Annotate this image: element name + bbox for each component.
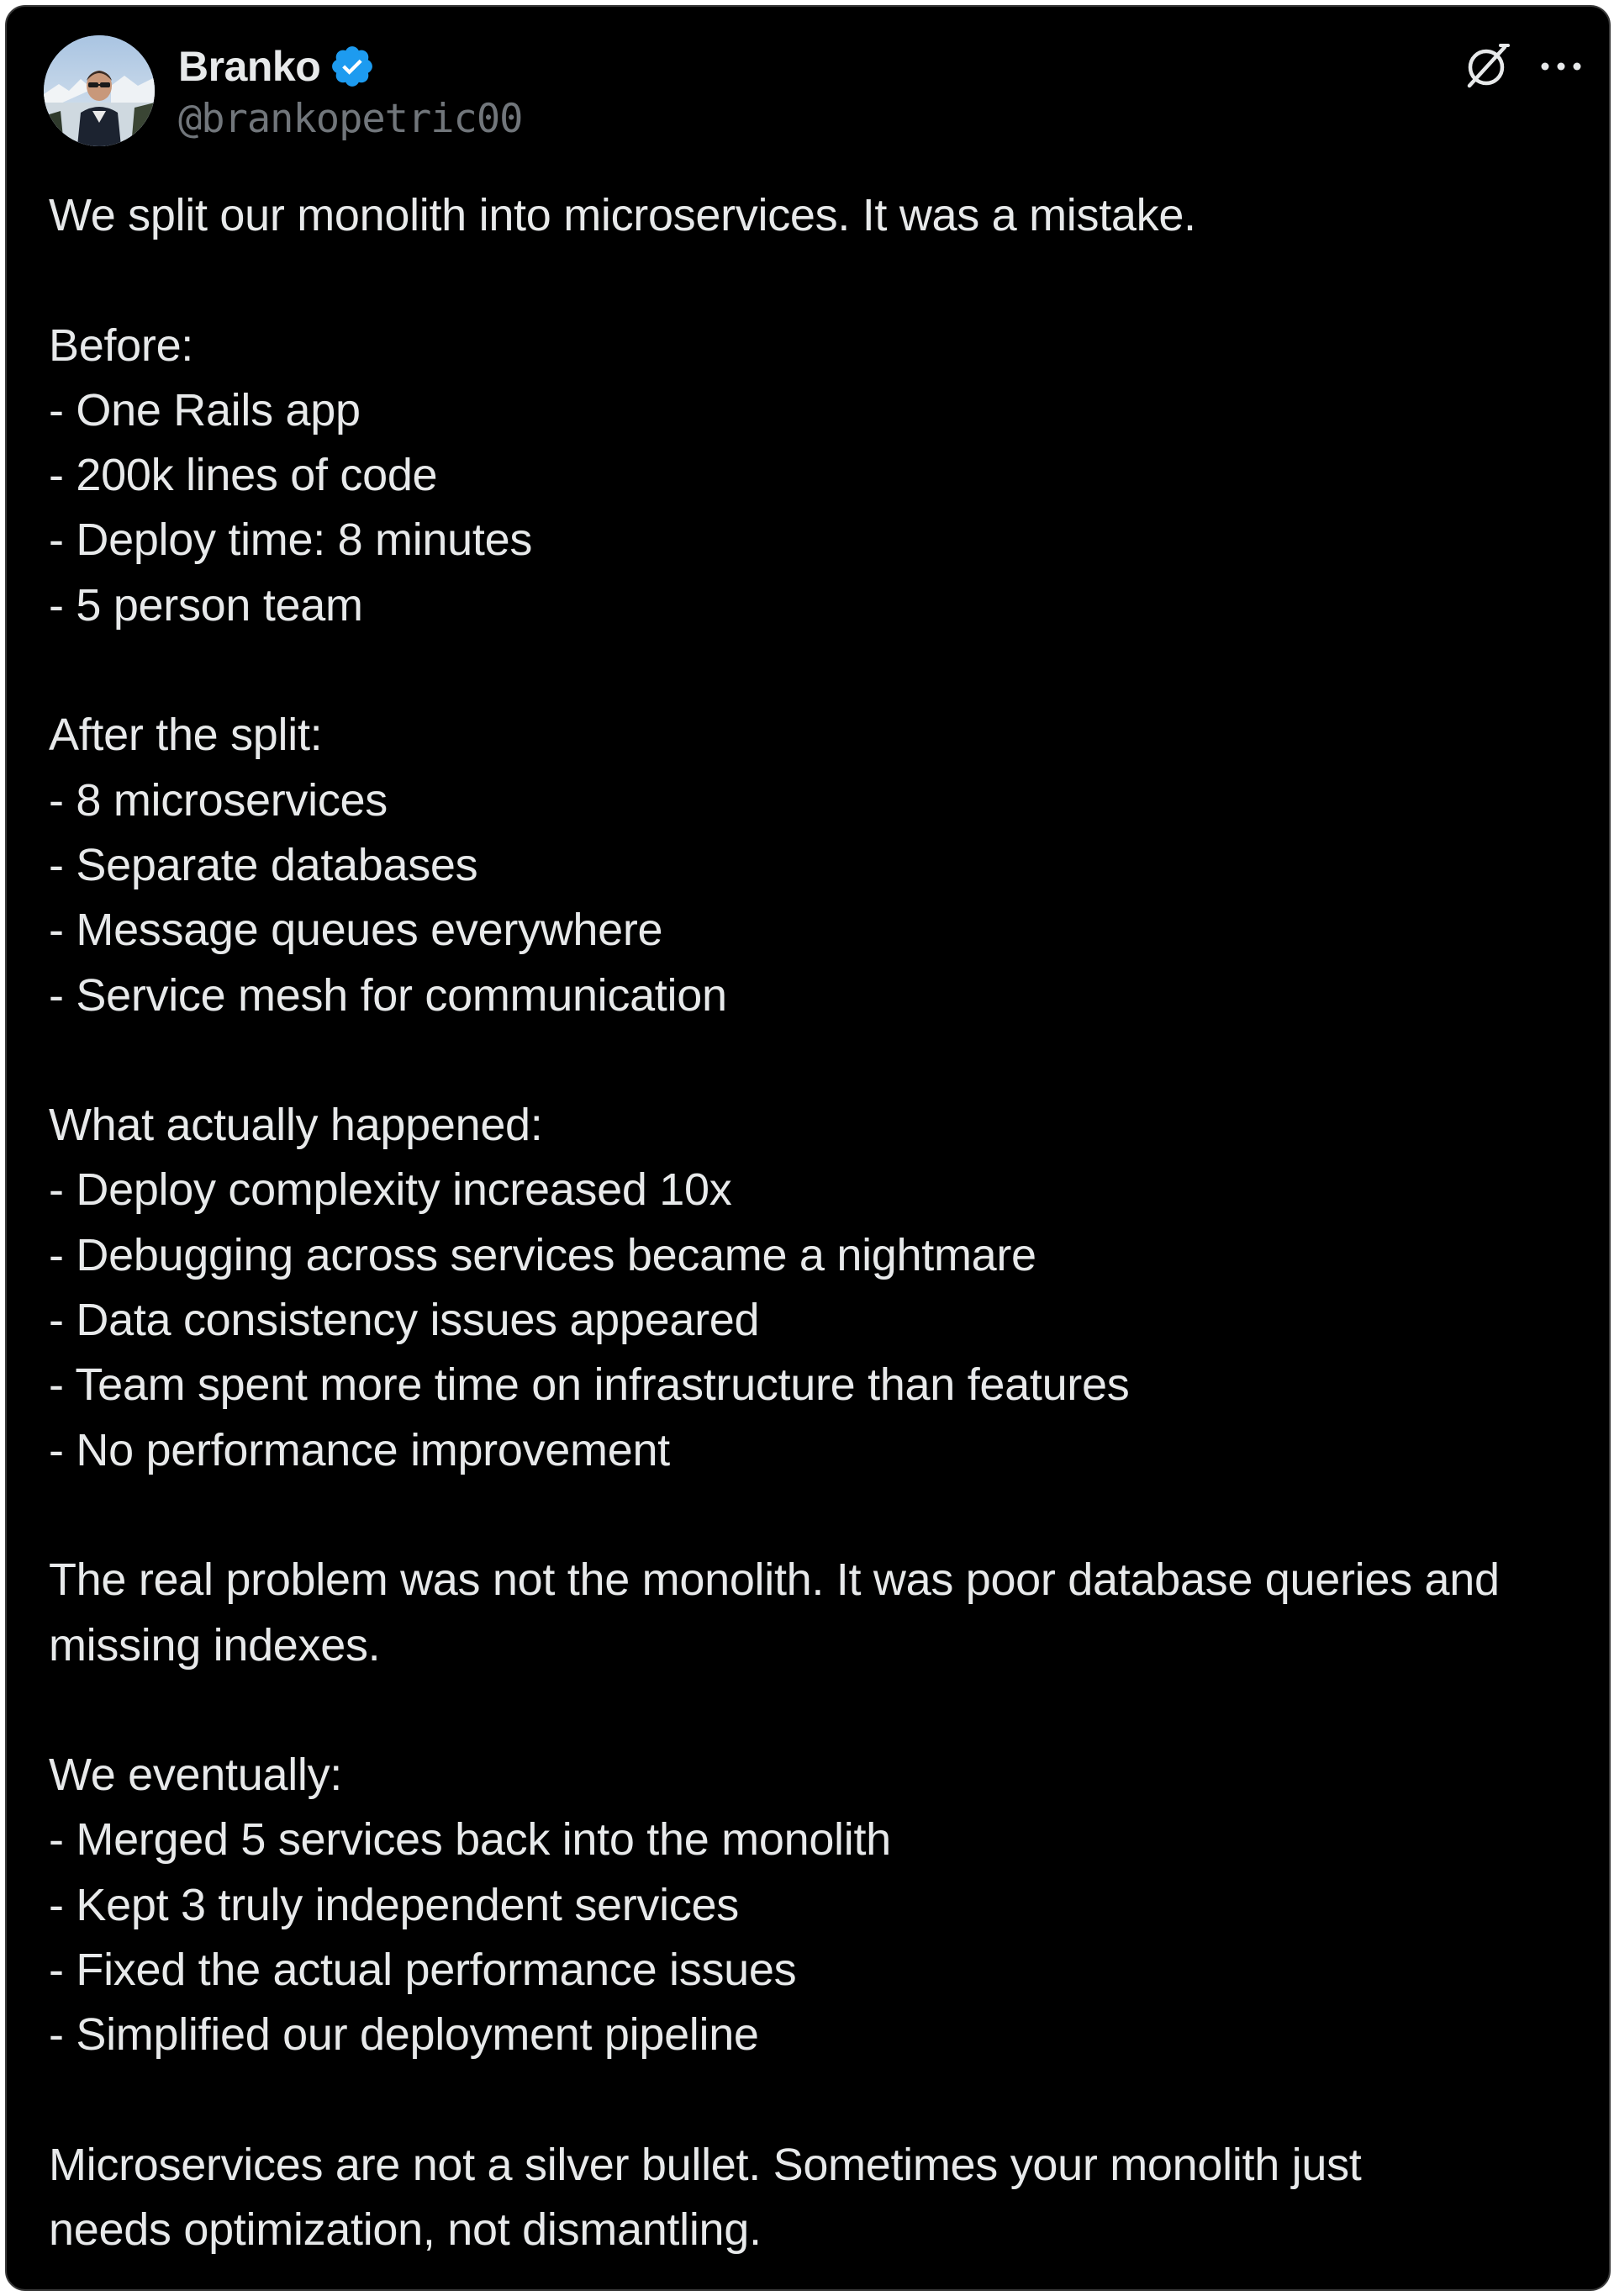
text-line: - Debugging across services became a nightmare [49,1229,1036,1280]
tweet-header [7,7,1609,158]
text-line: - Simplified our deployment pipeline [49,2009,759,2061]
text-line: - Data consistency issues appeared [49,1295,760,1346]
paragraph-gap [49,2068,1596,2133]
text-line: needs optimization, not dismantling. [49,2204,762,2256]
text-line: - Separate databases [49,839,478,890]
text-line: We split our monolith into microservices. It was a mistake. [49,190,1196,240]
text-line: missing indexes. [49,1619,381,1671]
grok-icon[interactable] [1461,40,1513,92]
name-row [178,39,522,94]
text-line: - Deploy time: 8 minutes [49,515,533,566]
text-line: - Team spent more time on infrastructure than features [49,1359,1130,1411]
text-line: After the split: [49,710,323,761]
more-icon[interactable] [1538,57,1584,76]
text-line: We eventually: [49,1750,342,1801]
text-line: Before: [49,319,194,371]
text-line: Microservices are not a silver bullet. Sometimes your monolith just [49,2139,1362,2190]
text-line: The real problem was not the monolith. It was poor database queries and [49,1554,1500,1606]
text-line: What actually happened: [49,1100,543,1151]
paragraph-gap [49,1678,1596,1743]
text-line: - No performance improvement [49,1424,670,1475]
text-line: - Deploy complexity increased 10x [49,1164,732,1216]
tweet-card [5,5,1611,2291]
text-line: - Fixed the actual performance issues [49,1945,797,1996]
text-line: - Merged 5 services back into the monolith [49,1814,891,1866]
tweet-text [49,183,1596,2263]
paragraph-gap [49,248,1596,313]
text-line: - Message queues everywhere [49,905,663,956]
text-line: - Service mesh for communication [49,969,727,1021]
text-line: - Kept 3 truly independent services [49,1879,739,1930]
paragraph-gap [49,1483,1596,1548]
avatar[interactable] [44,35,155,146]
text-line: - One Rails app [49,384,361,435]
author-block [178,39,522,142]
text-line: - 5 person team [49,579,363,631]
paragraph-gap [49,638,1596,703]
author-display-name[interactable]: Branko [178,43,321,90]
verified-badge-icon [329,43,376,90]
author-handle[interactable]: @brankopetric00 [178,96,523,142]
avatar-photo-icon [44,35,155,146]
paragraph-gap [49,1028,1596,1093]
text-line: - 8 microservices [49,774,388,826]
text-line: - 200k lines of code [49,450,438,501]
